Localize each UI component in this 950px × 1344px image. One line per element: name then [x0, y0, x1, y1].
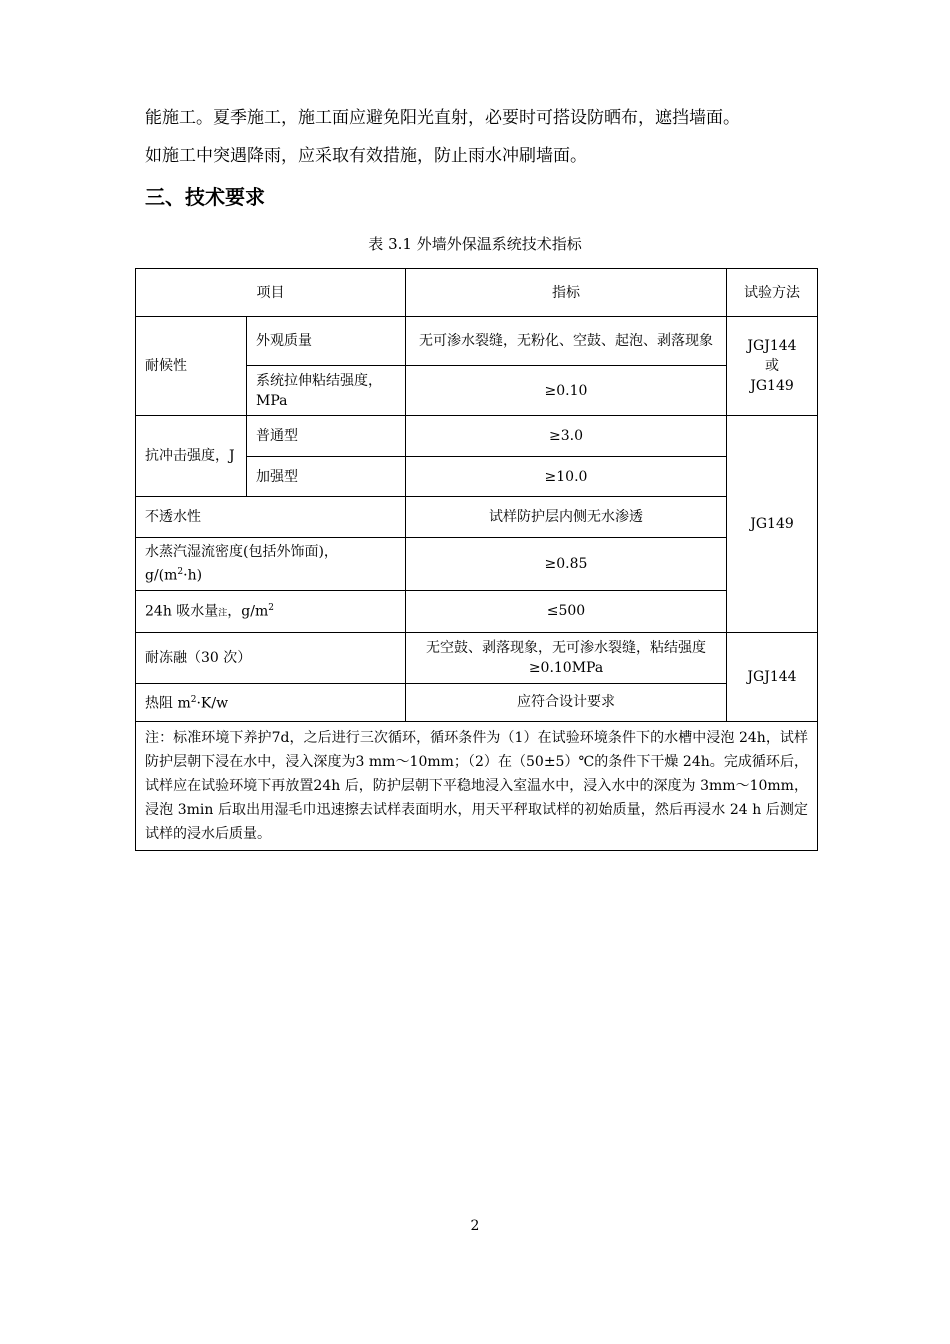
method-jg149-cell: JG149 — [727, 416, 818, 633]
table-row — [136, 497, 818, 538]
vapor-value: ≥0.85 — [406, 538, 727, 591]
header-item: 项目 — [136, 269, 406, 317]
table-header-row — [136, 269, 818, 317]
impact-group-label: 抗冲击强度，J — [136, 416, 247, 497]
absorption-note-mark: 注 — [218, 608, 228, 619]
appearance-label: 外观质量 — [247, 317, 406, 366]
table-row — [136, 632, 818, 683]
weather-method-cell — [727, 317, 818, 416]
thermal-label-a: 热阻 m — [145, 695, 191, 712]
table-row — [136, 317, 818, 366]
impermeability-value: 试样防护层内侧无水渗透 — [406, 497, 727, 538]
vapor-unit-a: g/(m — [145, 567, 178, 584]
appearance-value: 无可渗水裂缝，无粉化、空鼓、起泡、剥落现象 — [406, 317, 727, 366]
bond-strength-label: 系统拉伸粘结强度，MPa — [247, 366, 406, 416]
page-number: 2 — [470, 1218, 480, 1234]
table-row — [136, 538, 818, 591]
table-row — [136, 683, 818, 721]
vapor-label — [136, 538, 406, 591]
table-caption: 表 3.1 外墙外保温系统技术指标 — [368, 235, 582, 253]
header-method: 试验方法 — [727, 269, 818, 317]
absorption-label-a: 24h 吸水量 — [145, 603, 219, 620]
impact-normal-value: ≥3.0 — [406, 416, 727, 457]
impact-normal-label: 普通型 — [247, 416, 406, 457]
spec-table — [135, 268, 818, 851]
table-row — [136, 590, 818, 632]
thermal-sup: 2 — [190, 695, 197, 706]
table-note: 注：标准环境下养护7d，之后进行三次循环，循环条件为（1）在试验环境条件下的水槽中浸泡 24h，试样防护层朝下浸在水中，浸入深度为3 mm～10mm；（2）在（50±5）℃的条件下干燥 24h。完成循环后，试样应在试验环境下再放置24h 后，防护层朝下平稳地浸入室温水中，浸入水中的深度为 3mm～10mm，浸泡 3min 后取出用湿毛巾迅速擦去试样表面明水，用天平秤取试样的初始质量，然后再浸水 24 h 后测定试样的浸水后质量。 — [136, 721, 818, 850]
intro-line-1: 能施工。夏季施工，施工面应避免阳光直射，必要时可搭设防晒布，遮挡墙面。 — [145, 108, 740, 128]
header-indicator: 指标 — [406, 269, 727, 317]
vapor-label-line1: 水蒸汽湿流密度(包括外饰面)， — [145, 544, 338, 560]
bond-strength-value: ≥0.10 — [406, 366, 727, 416]
intro-line-2: 如施工中突遇降雨，应采取有效措施，防止雨水冲刷墙面。 — [145, 146, 587, 166]
section-heading: 三、技术要求 — [145, 185, 265, 209]
absorption-sup: 2 — [268, 603, 274, 614]
absorption-label-b: ，g/m — [227, 603, 269, 620]
vapor-unit-sup: 2 — [177, 567, 184, 577]
impact-reinforced-label: 加强型 — [247, 457, 406, 497]
table-note-row — [136, 721, 818, 850]
impact-reinforced-value: ≥10.0 — [406, 457, 727, 497]
impermeability-label: 不透水性 — [136, 497, 406, 538]
thermal-label-b: ·K/w — [196, 695, 229, 712]
freeze-value: 无空鼓、剥落现象，无可渗水裂缝，粘结强度≥0.10MPa — [406, 632, 727, 683]
weather-group-label: 耐候性 — [136, 317, 247, 416]
absorption-label — [136, 590, 406, 632]
vapor-unit-b: ·h) — [183, 567, 203, 584]
weather-method-line: 或 — [765, 358, 779, 374]
freeze-label: 耐冻融（30 次） — [136, 632, 406, 683]
method-jgj144-cell: JGJ144 — [727, 632, 818, 721]
absorption-value: ≤500 — [406, 590, 727, 632]
table-row — [136, 416, 818, 457]
weather-method-line: JG149 — [750, 378, 794, 394]
thermal-label — [136, 683, 406, 721]
thermal-value: 应符合设计要求 — [406, 683, 727, 721]
weather-method-line: JGJ144 — [747, 338, 797, 354]
